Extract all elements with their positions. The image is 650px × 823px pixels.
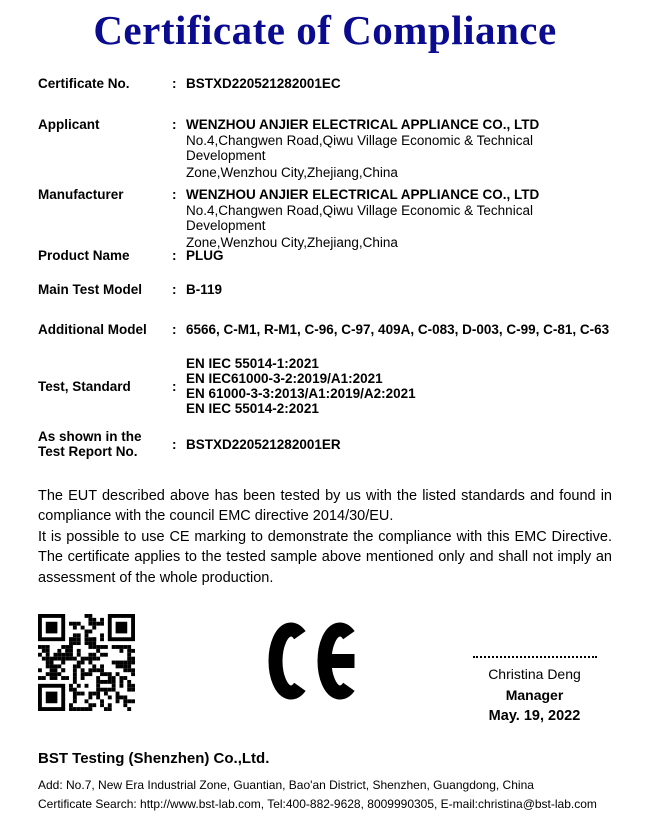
manufacturer-company: WENZHOU ANJIER ELECTRICAL APPLIANCE CO., LTD xyxy=(186,187,540,202)
field-label-line: Test Report No. xyxy=(38,444,138,459)
field-label: Additional Model xyxy=(38,322,147,337)
applicant-address-line: No.4,Changwen Road,Qiwu Village Economic & Technical Development xyxy=(186,133,533,164)
field-manufacturer xyxy=(38,187,612,250)
statement-paragraph: The EUT described above has been tested by us with the listed standards and found in compliance with the council EMC directive 2014/30/EU. xyxy=(38,488,612,525)
signer-role: Manager xyxy=(505,687,564,703)
standard-line: EN 61000-3-3:2013/A1:2019/A2:2021 xyxy=(186,386,416,401)
signature-dotted-line xyxy=(473,656,597,658)
field-value xyxy=(186,356,612,416)
colon-separator: : xyxy=(172,378,177,394)
field-label-line: As shown in the xyxy=(38,429,142,444)
standard-line: EN IEC 55014-2:2021 xyxy=(186,401,319,416)
field-label: Manufacturer xyxy=(38,187,124,202)
field-applicant xyxy=(38,117,612,180)
standard-line: EN IEC 55014-1:2021 xyxy=(186,356,319,371)
standard-line: EN IEC61000-3-2:2019/A1:2021 xyxy=(186,371,383,386)
field-value xyxy=(186,117,612,180)
manufacturer-address-line: No.4,Changwen Road,Qiwu Village Economic & Technical Development xyxy=(186,203,533,234)
signature-date: May. 19, 2022 xyxy=(488,708,581,724)
field-label: Certificate No. xyxy=(38,76,130,91)
field-test-standard xyxy=(38,356,612,416)
field-value: 6566, C-M1, R-M1, C-96, C-97, 409A, C-083, D-003, C-99, C-81, C-63 xyxy=(186,322,610,337)
field-certificate-no xyxy=(38,76,612,91)
field-value: PLUG xyxy=(186,248,224,263)
manufacturer-address-line: Zone,Wenzhou City,Zhejiang,China xyxy=(186,234,398,250)
colon-separator: : xyxy=(172,76,177,91)
page-title: Certificate of Compliance xyxy=(93,7,557,53)
field-label: Main Test Model xyxy=(38,282,143,297)
field-label: Product Name xyxy=(38,248,130,263)
qr-code xyxy=(38,614,135,711)
field-label xyxy=(38,429,172,459)
issuer-company: BST Testing (Shenzhen) Co.,Ltd. xyxy=(38,750,270,767)
field-label: Applicant xyxy=(38,117,100,132)
colon-separator: : xyxy=(172,282,177,297)
field-value xyxy=(186,187,612,250)
colon-separator: : xyxy=(172,248,177,263)
statement-paragraph: It is possible to use CE marking to demonstrate the compliance with this EMC Directive. The certificate applies to the tested sample above mentioned only and shall not imply an assessment of the whole production. xyxy=(38,528,612,586)
colon-separator: : xyxy=(172,436,177,452)
issuer-address: Add: No.7, New Era Industrial Zone, Guantian, Bao'an District, Shenzhen, Guangdong, China xyxy=(38,778,534,792)
field-label: Test, Standard xyxy=(38,378,131,394)
field-additional-model xyxy=(38,322,612,337)
certificate-search-line: Certificate Search: http://www.bst-lab.com, Tel:400-882-9628, 8009990305, E-mail:christina@bst-lab.com xyxy=(38,797,597,811)
signature-block xyxy=(452,656,617,727)
applicant-address-line: Zone,Wenzhou City,Zhejiang,China xyxy=(186,164,398,180)
field-value: BSTXD220521282001ER xyxy=(186,436,341,452)
colon-separator: : xyxy=(172,117,177,132)
applicant-company: WENZHOU ANJIER ELECTRICAL APPLIANCE CO., LTD xyxy=(186,117,540,132)
field-value: B-119 xyxy=(186,282,223,297)
ce-mark-icon xyxy=(268,622,363,700)
field-value: BSTXD220521282001EC xyxy=(186,76,341,91)
field-main-test-model xyxy=(38,282,612,297)
field-test-report-no xyxy=(38,429,612,459)
compliance-statement xyxy=(38,486,612,588)
field-product-name xyxy=(38,248,612,263)
signer-name: Christina Deng xyxy=(488,666,581,682)
colon-separator: : xyxy=(172,187,177,202)
colon-separator: : xyxy=(172,322,177,337)
